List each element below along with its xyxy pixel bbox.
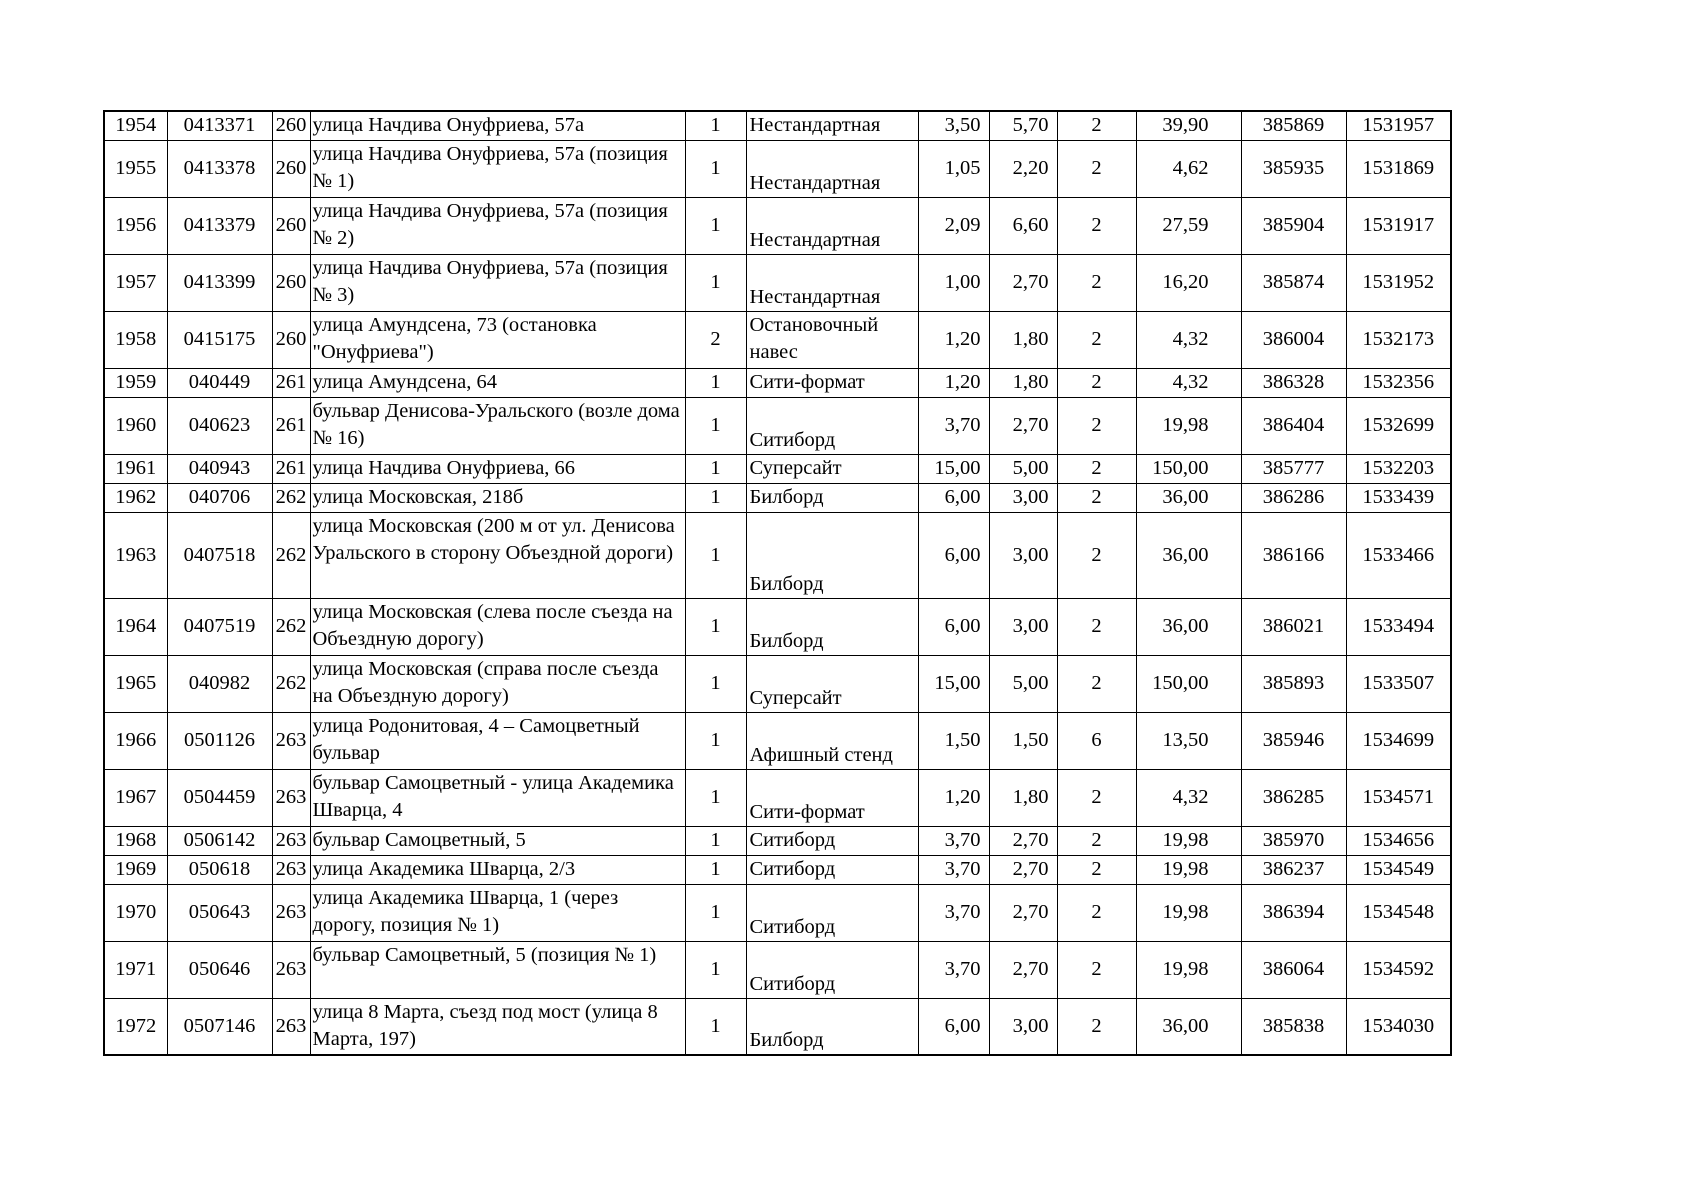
table-row bbox=[104, 311, 1451, 368]
structure-code-cell: 040943 bbox=[167, 454, 272, 483]
area-cell: 19,98 bbox=[1136, 826, 1241, 855]
zone-number-cell: 262 bbox=[272, 655, 310, 712]
address-cell: бульвар Денисова-Уральского (возле дома № 16) bbox=[310, 397, 685, 454]
structure-code-cell: 0413378 bbox=[167, 140, 272, 197]
count-cell: 1 bbox=[685, 483, 746, 512]
height-cell: 6,60 bbox=[989, 197, 1057, 254]
width-cell: 3,70 bbox=[918, 826, 989, 855]
count-cell: 1 bbox=[685, 598, 746, 655]
coord-x-cell: 386166 bbox=[1241, 512, 1346, 598]
area-cell: 19,98 bbox=[1136, 397, 1241, 454]
table-row bbox=[104, 884, 1451, 941]
row-number-cell: 1961 bbox=[104, 454, 167, 483]
coord-y-cell: 1533439 bbox=[1346, 483, 1451, 512]
address-cell: улица Амундсена, 73 (остановка "Онуфриева") bbox=[310, 311, 685, 368]
zone-number-cell: 263 bbox=[272, 826, 310, 855]
area-cell: 36,00 bbox=[1136, 483, 1241, 512]
structure-code-cell: 0413399 bbox=[167, 254, 272, 311]
count-cell: 1 bbox=[685, 655, 746, 712]
width-cell: 15,00 bbox=[918, 655, 989, 712]
coord-x-cell: 386064 bbox=[1241, 941, 1346, 998]
structure-type-cell: Ситиборд bbox=[746, 941, 918, 998]
sides-cell: 2 bbox=[1057, 254, 1136, 311]
zone-number-cell: 262 bbox=[272, 598, 310, 655]
zone-number-cell: 261 bbox=[272, 397, 310, 454]
height-cell: 2,70 bbox=[989, 941, 1057, 998]
row-number-cell: 1964 bbox=[104, 598, 167, 655]
row-number-cell: 1969 bbox=[104, 855, 167, 884]
address-cell: улица Московская, 218б bbox=[310, 483, 685, 512]
structure-type-cell: Ситиборд bbox=[746, 855, 918, 884]
sides-cell: 2 bbox=[1057, 111, 1136, 140]
sides-cell: 2 bbox=[1057, 769, 1136, 826]
zone-number-cell: 263 bbox=[272, 769, 310, 826]
height-cell: 2,70 bbox=[989, 855, 1057, 884]
coord-y-cell: 1531869 bbox=[1346, 140, 1451, 197]
row-number-cell: 1956 bbox=[104, 197, 167, 254]
sides-cell: 6 bbox=[1057, 712, 1136, 769]
width-cell: 1,50 bbox=[918, 712, 989, 769]
structure-type-cell: Сити-формат bbox=[746, 769, 918, 826]
width-cell: 2,09 bbox=[918, 197, 989, 254]
structure-code-cell: 040706 bbox=[167, 483, 272, 512]
address-cell: улица Московская (слева после съезда на Объездную дорогу) bbox=[310, 598, 685, 655]
row-number-cell: 1958 bbox=[104, 311, 167, 368]
sides-cell: 2 bbox=[1057, 368, 1136, 397]
coord-x-cell: 386394 bbox=[1241, 884, 1346, 941]
table-row bbox=[104, 454, 1451, 483]
coord-x-cell: 385946 bbox=[1241, 712, 1346, 769]
structure-code-cell: 0507146 bbox=[167, 998, 272, 1055]
row-number-cell: 1963 bbox=[104, 512, 167, 598]
sides-cell: 2 bbox=[1057, 826, 1136, 855]
area-cell: 4,62 bbox=[1136, 140, 1241, 197]
zone-number-cell: 260 bbox=[272, 111, 310, 140]
zone-number-cell: 260 bbox=[272, 311, 310, 368]
address-cell: улица Московская (справа после съезда на Объездную дорогу) bbox=[310, 655, 685, 712]
structure-type-cell: Остановочный навес bbox=[746, 311, 918, 368]
structure-type-cell: Сити-формат bbox=[746, 368, 918, 397]
structure-type-cell: Афишный стенд bbox=[746, 712, 918, 769]
count-cell: 1 bbox=[685, 855, 746, 884]
table-body bbox=[104, 111, 1451, 1055]
height-cell: 3,00 bbox=[989, 483, 1057, 512]
width-cell: 6,00 bbox=[918, 998, 989, 1055]
width-cell: 6,00 bbox=[918, 483, 989, 512]
address-cell: улица Амундсена, 64 bbox=[310, 368, 685, 397]
sides-cell: 2 bbox=[1057, 941, 1136, 998]
height-cell: 2,20 bbox=[989, 140, 1057, 197]
zone-number-cell: 262 bbox=[272, 483, 310, 512]
coord-x-cell: 385869 bbox=[1241, 111, 1346, 140]
height-cell: 2,70 bbox=[989, 826, 1057, 855]
address-cell: улица Начдива Онуфриева, 57а (позиция № 3) bbox=[310, 254, 685, 311]
address-cell: улица Академика Шварца, 1 (через дорогу, позиция № 1) bbox=[310, 884, 685, 941]
count-cell: 1 bbox=[685, 512, 746, 598]
coord-y-cell: 1531917 bbox=[1346, 197, 1451, 254]
area-cell: 13,50 bbox=[1136, 712, 1241, 769]
count-cell: 1 bbox=[685, 197, 746, 254]
count-cell: 1 bbox=[685, 368, 746, 397]
area-cell: 27,59 bbox=[1136, 197, 1241, 254]
width-cell: 1,20 bbox=[918, 769, 989, 826]
structure-code-cell: 0415175 bbox=[167, 311, 272, 368]
coord-y-cell: 1531952 bbox=[1346, 254, 1451, 311]
sides-cell: 2 bbox=[1057, 884, 1136, 941]
coord-x-cell: 386021 bbox=[1241, 598, 1346, 655]
height-cell: 1,80 bbox=[989, 769, 1057, 826]
zone-number-cell: 260 bbox=[272, 197, 310, 254]
structure-code-cell: 040982 bbox=[167, 655, 272, 712]
height-cell: 5,00 bbox=[989, 454, 1057, 483]
row-number-cell: 1957 bbox=[104, 254, 167, 311]
table-row bbox=[104, 941, 1451, 998]
sides-cell: 2 bbox=[1057, 998, 1136, 1055]
coord-y-cell: 1534548 bbox=[1346, 884, 1451, 941]
height-cell: 3,00 bbox=[989, 998, 1057, 1055]
structure-code-cell: 040623 bbox=[167, 397, 272, 454]
address-cell: бульвар Самоцветный, 5 (позиция № 1) bbox=[310, 941, 685, 998]
row-number-cell: 1965 bbox=[104, 655, 167, 712]
structure-type-cell: Нестандартная bbox=[746, 140, 918, 197]
structure-code-cell: 0504459 bbox=[167, 769, 272, 826]
coord-y-cell: 1534699 bbox=[1346, 712, 1451, 769]
height-cell: 3,00 bbox=[989, 598, 1057, 655]
table-row bbox=[104, 140, 1451, 197]
table-row bbox=[104, 254, 1451, 311]
area-cell: 19,98 bbox=[1136, 884, 1241, 941]
coord-x-cell: 385970 bbox=[1241, 826, 1346, 855]
coord-y-cell: 1533507 bbox=[1346, 655, 1451, 712]
advertising-structures-table bbox=[103, 110, 1452, 1056]
row-number-cell: 1972 bbox=[104, 998, 167, 1055]
width-cell: 1,00 bbox=[918, 254, 989, 311]
zone-number-cell: 260 bbox=[272, 140, 310, 197]
width-cell: 3,70 bbox=[918, 397, 989, 454]
structure-type-cell: Ситиборд bbox=[746, 884, 918, 941]
table-row bbox=[104, 712, 1451, 769]
height-cell: 1,80 bbox=[989, 311, 1057, 368]
row-number-cell: 1967 bbox=[104, 769, 167, 826]
count-cell: 1 bbox=[685, 397, 746, 454]
count-cell: 1 bbox=[685, 111, 746, 140]
coord-x-cell: 386237 bbox=[1241, 855, 1346, 884]
address-cell: улица Начдива Онуфриева, 57а (позиция № 1) bbox=[310, 140, 685, 197]
row-number-cell: 1968 bbox=[104, 826, 167, 855]
zone-number-cell: 263 bbox=[272, 712, 310, 769]
row-number-cell: 1960 bbox=[104, 397, 167, 454]
row-number-cell: 1966 bbox=[104, 712, 167, 769]
sides-cell: 2 bbox=[1057, 512, 1136, 598]
height-cell: 5,70 bbox=[989, 111, 1057, 140]
table-row bbox=[104, 111, 1451, 140]
row-number-cell: 1959 bbox=[104, 368, 167, 397]
coord-y-cell: 1533466 bbox=[1346, 512, 1451, 598]
table-row bbox=[104, 855, 1451, 884]
address-cell: улица Начдива Онуфриева, 57а (позиция № 2) bbox=[310, 197, 685, 254]
address-cell: улица Московская (200 м от ул. Денисова Уральского в сторону Объездной дороги) bbox=[310, 512, 685, 598]
coord-y-cell: 1534571 bbox=[1346, 769, 1451, 826]
area-cell: 16,20 bbox=[1136, 254, 1241, 311]
coord-y-cell: 1533494 bbox=[1346, 598, 1451, 655]
sides-cell: 2 bbox=[1057, 655, 1136, 712]
coord-x-cell: 386328 bbox=[1241, 368, 1346, 397]
coord-x-cell: 385874 bbox=[1241, 254, 1346, 311]
sides-cell: 2 bbox=[1057, 454, 1136, 483]
height-cell: 5,00 bbox=[989, 655, 1057, 712]
structure-code-cell: 050643 bbox=[167, 884, 272, 941]
coord-y-cell: 1532173 bbox=[1346, 311, 1451, 368]
height-cell: 1,50 bbox=[989, 712, 1057, 769]
width-cell: 3,70 bbox=[918, 855, 989, 884]
count-cell: 1 bbox=[685, 884, 746, 941]
sides-cell: 2 bbox=[1057, 855, 1136, 884]
sides-cell: 2 bbox=[1057, 397, 1136, 454]
zone-number-cell: 261 bbox=[272, 454, 310, 483]
zone-number-cell: 261 bbox=[272, 368, 310, 397]
table-row bbox=[104, 769, 1451, 826]
height-cell: 2,70 bbox=[989, 254, 1057, 311]
count-cell: 1 bbox=[685, 454, 746, 483]
area-cell: 36,00 bbox=[1136, 598, 1241, 655]
coord-x-cell: 385838 bbox=[1241, 998, 1346, 1055]
coord-x-cell: 386404 bbox=[1241, 397, 1346, 454]
table-row bbox=[104, 826, 1451, 855]
count-cell: 2 bbox=[685, 311, 746, 368]
area-cell: 4,32 bbox=[1136, 769, 1241, 826]
height-cell: 3,00 bbox=[989, 512, 1057, 598]
count-cell: 1 bbox=[685, 941, 746, 998]
coord-y-cell: 1532203 bbox=[1346, 454, 1451, 483]
structure-type-cell: Билборд bbox=[746, 998, 918, 1055]
structure-code-cell: 0413379 bbox=[167, 197, 272, 254]
width-cell: 6,00 bbox=[918, 598, 989, 655]
coord-y-cell: 1534656 bbox=[1346, 826, 1451, 855]
height-cell: 2,70 bbox=[989, 884, 1057, 941]
sides-cell: 2 bbox=[1057, 140, 1136, 197]
sides-cell: 2 bbox=[1057, 598, 1136, 655]
width-cell: 3,70 bbox=[918, 884, 989, 941]
structure-code-cell: 0413371 bbox=[167, 111, 272, 140]
table-row bbox=[104, 397, 1451, 454]
coord-y-cell: 1532356 bbox=[1346, 368, 1451, 397]
width-cell: 3,50 bbox=[918, 111, 989, 140]
structure-type-cell: Нестандартная bbox=[746, 111, 918, 140]
row-number-cell: 1962 bbox=[104, 483, 167, 512]
address-cell: улица Начдива Онуфриева, 66 bbox=[310, 454, 685, 483]
area-cell: 39,90 bbox=[1136, 111, 1241, 140]
height-cell: 2,70 bbox=[989, 397, 1057, 454]
structure-type-cell: Ситиборд bbox=[746, 826, 918, 855]
coord-x-cell: 386286 bbox=[1241, 483, 1346, 512]
address-cell: улица Родонитовая, 4 – Самоцветный бульвар bbox=[310, 712, 685, 769]
area-cell: 4,32 bbox=[1136, 311, 1241, 368]
row-number-cell: 1954 bbox=[104, 111, 167, 140]
width-cell: 1,05 bbox=[918, 140, 989, 197]
width-cell: 15,00 bbox=[918, 454, 989, 483]
structure-type-cell: Билборд bbox=[746, 483, 918, 512]
area-cell: 36,00 bbox=[1136, 998, 1241, 1055]
coord-x-cell: 385893 bbox=[1241, 655, 1346, 712]
address-cell: улица 8 Марта, съезд под мост (улица 8 Марта, 197) bbox=[310, 998, 685, 1055]
structure-type-cell: Суперсайт bbox=[746, 655, 918, 712]
structure-type-cell: Суперсайт bbox=[746, 454, 918, 483]
table-row bbox=[104, 512, 1451, 598]
row-number-cell: 1971 bbox=[104, 941, 167, 998]
height-cell: 1,80 bbox=[989, 368, 1057, 397]
area-cell: 150,00 bbox=[1136, 454, 1241, 483]
structure-type-cell: Билборд bbox=[746, 598, 918, 655]
zone-number-cell: 260 bbox=[272, 254, 310, 311]
area-cell: 19,98 bbox=[1136, 941, 1241, 998]
structure-code-cell: 050646 bbox=[167, 941, 272, 998]
count-cell: 1 bbox=[685, 712, 746, 769]
zone-number-cell: 262 bbox=[272, 512, 310, 598]
table-row bbox=[104, 598, 1451, 655]
coord-y-cell: 1534549 bbox=[1346, 855, 1451, 884]
structure-type-cell: Нестандартная bbox=[746, 197, 918, 254]
coord-x-cell: 385935 bbox=[1241, 140, 1346, 197]
structure-code-cell: 0407519 bbox=[167, 598, 272, 655]
structure-code-cell: 040449 bbox=[167, 368, 272, 397]
count-cell: 1 bbox=[685, 998, 746, 1055]
width-cell: 1,20 bbox=[918, 368, 989, 397]
width-cell: 1,20 bbox=[918, 311, 989, 368]
coord-x-cell: 386004 bbox=[1241, 311, 1346, 368]
address-cell: бульвар Самоцветный, 5 bbox=[310, 826, 685, 855]
count-cell: 1 bbox=[685, 140, 746, 197]
count-cell: 1 bbox=[685, 826, 746, 855]
structure-type-cell: Нестандартная bbox=[746, 254, 918, 311]
area-cell: 150,00 bbox=[1136, 655, 1241, 712]
row-number-cell: 1970 bbox=[104, 884, 167, 941]
sides-cell: 2 bbox=[1057, 197, 1136, 254]
coord-y-cell: 1534592 bbox=[1346, 941, 1451, 998]
count-cell: 1 bbox=[685, 769, 746, 826]
coord-x-cell: 385777 bbox=[1241, 454, 1346, 483]
table-row bbox=[104, 655, 1451, 712]
row-number-cell: 1955 bbox=[104, 140, 167, 197]
coord-y-cell: 1534030 bbox=[1346, 998, 1451, 1055]
area-cell: 19,98 bbox=[1136, 855, 1241, 884]
structure-code-cell: 0407518 bbox=[167, 512, 272, 598]
coord-x-cell: 385904 bbox=[1241, 197, 1346, 254]
structure-code-cell: 050618 bbox=[167, 855, 272, 884]
zone-number-cell: 263 bbox=[272, 855, 310, 884]
coord-y-cell: 1531957 bbox=[1346, 111, 1451, 140]
sides-cell: 2 bbox=[1057, 483, 1136, 512]
structure-type-cell: Ситиборд bbox=[746, 397, 918, 454]
structure-code-cell: 0501126 bbox=[167, 712, 272, 769]
address-cell: улица Начдива Онуфриева, 57а bbox=[310, 111, 685, 140]
structure-code-cell: 0506142 bbox=[167, 826, 272, 855]
area-cell: 36,00 bbox=[1136, 512, 1241, 598]
zone-number-cell: 263 bbox=[272, 884, 310, 941]
table-row bbox=[104, 483, 1451, 512]
coord-x-cell: 386285 bbox=[1241, 769, 1346, 826]
width-cell: 6,00 bbox=[918, 512, 989, 598]
zone-number-cell: 263 bbox=[272, 941, 310, 998]
table-row bbox=[104, 998, 1451, 1055]
coord-y-cell: 1532699 bbox=[1346, 397, 1451, 454]
address-cell: улица Академика Шварца, 2/3 bbox=[310, 855, 685, 884]
width-cell: 3,70 bbox=[918, 941, 989, 998]
zone-number-cell: 263 bbox=[272, 998, 310, 1055]
area-cell: 4,32 bbox=[1136, 368, 1241, 397]
structure-type-cell: Билборд bbox=[746, 512, 918, 598]
sides-cell: 2 bbox=[1057, 311, 1136, 368]
count-cell: 1 bbox=[685, 254, 746, 311]
address-cell: бульвар Самоцветный - улица Академика Шварца, 4 bbox=[310, 769, 685, 826]
table-row bbox=[104, 197, 1451, 254]
table-row bbox=[104, 368, 1451, 397]
